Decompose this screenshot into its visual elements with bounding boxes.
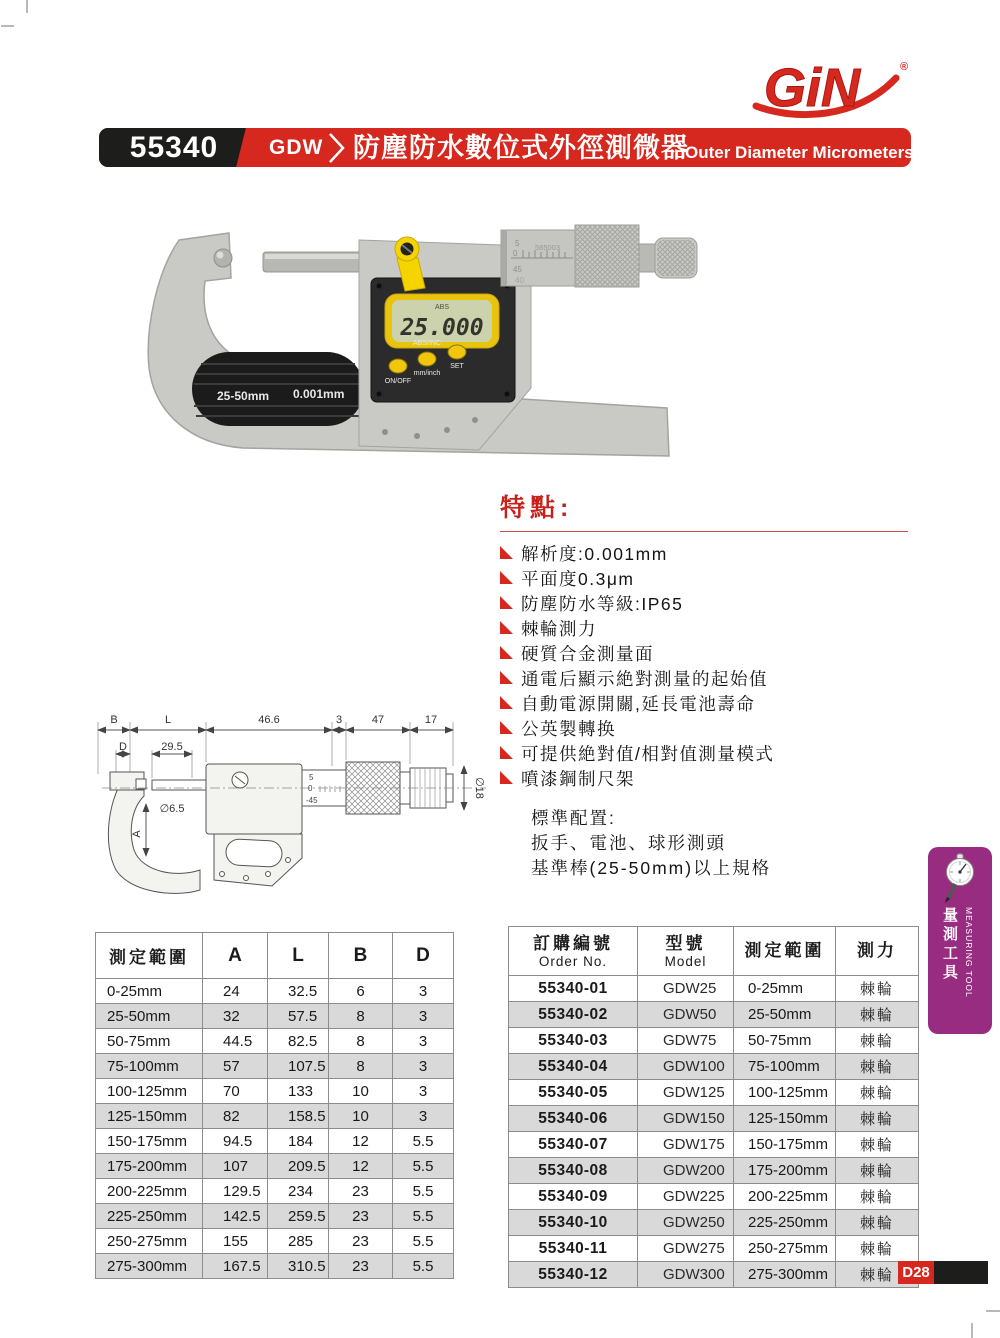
table-cell: GDW275 (638, 1236, 734, 1262)
feature-text: 公英製轉换 (521, 719, 616, 739)
feature-text: 自動電源開關,延長電池壽命 (521, 694, 756, 714)
crop-mark (986, 1310, 1000, 1312)
table-row (509, 1132, 919, 1158)
sleeve-mark-5: 5 (515, 239, 520, 248)
table-row (96, 1054, 454, 1079)
table-cell: 107 (203, 1154, 268, 1179)
table-cell: 10 (329, 1079, 393, 1104)
table-cell: 棘輪 (836, 1184, 919, 1210)
feature-item (500, 741, 908, 766)
table-row (96, 1254, 454, 1279)
dim-3: 3 (335, 714, 343, 726)
table-cell: 5.5 (393, 1204, 454, 1229)
category-side-tab[interactable] (928, 847, 992, 1034)
logo-text: GiN (764, 58, 861, 118)
table-cell: 57.5 (268, 1004, 329, 1029)
table-row (96, 1229, 454, 1254)
table-cell: 5.5 (393, 1179, 454, 1204)
panel-range-label: 25-50mm (217, 389, 270, 403)
table-cell: 12 (329, 1129, 393, 1154)
table-cell: 12 (329, 1154, 393, 1179)
table-cell: 133 (268, 1079, 329, 1104)
table-row (509, 1002, 919, 1028)
table-cell: GDW25 (638, 976, 734, 1002)
thimble-knurl (575, 225, 639, 287)
dim-17: 17 (424, 714, 438, 726)
anvil-highlight (217, 252, 224, 259)
table-row (509, 1158, 919, 1184)
order-table (508, 926, 919, 1288)
table-cell: 棘輪 (836, 1106, 919, 1132)
table-cell: 棘輪 (836, 1080, 919, 1106)
table-cell: 55340-08 (509, 1158, 638, 1184)
table-cell: 55340-10 (509, 1210, 638, 1236)
thimble-neck (639, 244, 655, 272)
table-row (509, 1106, 919, 1132)
table-cell: 棘輪 (836, 1028, 919, 1054)
table-cell: 55340-05 (509, 1080, 638, 1106)
dim-a: A (131, 830, 143, 838)
column-header: 測定範圍 (96, 933, 203, 979)
column-header (734, 927, 836, 976)
features-section (500, 488, 908, 881)
table-cell: 棘輪 (836, 1236, 919, 1262)
technical-drawing (88, 708, 493, 903)
table-cell: 8 (329, 1004, 393, 1029)
table-cell: 8 (329, 1029, 393, 1054)
table-cell: 209.5 (268, 1154, 329, 1179)
abs-inc-label: ABS/INC (412, 340, 442, 347)
table-cell: 107.5 (268, 1054, 329, 1079)
column-header: D (393, 933, 454, 979)
feature-bullet-icon (500, 546, 513, 559)
header-bar (99, 128, 914, 167)
table-row (509, 1028, 919, 1054)
table-cell: 82.5 (268, 1029, 329, 1054)
table-cell: 70 (203, 1079, 268, 1104)
table-cell: GDW125 (638, 1080, 734, 1106)
table-row (96, 1204, 454, 1229)
dim-l: L (164, 714, 172, 726)
features-list (500, 541, 908, 791)
table-cell: 5.5 (393, 1229, 454, 1254)
table-cell: 棘輪 (836, 1158, 919, 1184)
table-cell: 棘輪 (836, 1132, 919, 1158)
product-title-en: Outer Diameter Micrometers (685, 143, 914, 162)
table-cell: 23 (329, 1229, 393, 1254)
table-cell: 225-250mm (96, 1204, 203, 1229)
table-row (509, 1210, 919, 1236)
column-header: B (329, 933, 393, 979)
anvil-tip (214, 249, 232, 267)
table-cell: 50-75mm (734, 1028, 836, 1054)
table-cell: 25-50mm (96, 1004, 203, 1029)
standard-config (531, 806, 908, 881)
page-number: D28 (898, 1261, 934, 1284)
lcd-mode: ABS (434, 304, 450, 311)
table-cell: GDW200 (638, 1158, 734, 1184)
table-row (96, 1104, 454, 1129)
feature-bullet-icon (500, 646, 513, 659)
product-title-zh: 防塵防水數位式外徑測微器 (353, 133, 689, 163)
table-header-row (509, 927, 919, 976)
feature-bullet-icon (500, 721, 513, 734)
table-cell: 0-25mm (734, 976, 836, 1002)
table-cell: 55340-06 (509, 1106, 638, 1132)
table-cell: 32.5 (268, 979, 329, 1004)
table-cell: 129.5 (203, 1179, 268, 1204)
header-zh: 型號 (665, 933, 706, 953)
feature-item (500, 766, 908, 791)
table-row (96, 979, 454, 1004)
table-cell: 200-225mm (734, 1184, 836, 1210)
panel-resolution-label: 0.001mm (293, 387, 345, 401)
abs-inc-button[interactable] (418, 352, 436, 366)
feature-text: 噴漆鋼制尺架 (521, 769, 635, 789)
sleeve-mark-45: 45 (513, 265, 522, 274)
table-cell: 50-75mm (96, 1029, 203, 1054)
column-header: L (268, 933, 329, 979)
table-cell: 150-175mm (734, 1132, 836, 1158)
table-cell: 75-100mm (96, 1054, 203, 1079)
product-code: 55340 (129, 131, 219, 164)
config-line: 扳手、電池、球形測頭 (531, 833, 726, 853)
set-label: SET (450, 363, 464, 370)
config-line: 基準棒(25-50mm)以上規格 (531, 858, 772, 878)
series-label: GDW (269, 136, 324, 159)
feature-item (500, 641, 908, 666)
drawing-scale-5: 5 (309, 773, 314, 782)
table-row (96, 1029, 454, 1054)
table-cell: 5.5 (393, 1154, 454, 1179)
table-cell: 167.5 (203, 1254, 268, 1279)
table-cell: 100-125mm (734, 1080, 836, 1106)
brand-logo (740, 54, 920, 124)
drawing-scale-0: 0 (308, 784, 313, 793)
table-cell: 55340-03 (509, 1028, 638, 1054)
header-zh: 測定範圍 (744, 941, 825, 960)
table-cell: 3 (393, 1029, 454, 1054)
dim-295: 29.5 (161, 741, 183, 753)
table-cell: 25-50mm (734, 1002, 836, 1028)
table-cell: 5.5 (393, 1129, 454, 1154)
table-cell: 285 (268, 1229, 329, 1254)
features-divider (500, 531, 908, 532)
sleeve-seam (501, 230, 507, 286)
table-cell: 8 (329, 1054, 393, 1079)
table-cell: 234 (268, 1179, 329, 1204)
crop-mark (26, 0, 28, 13)
table-cell: 6 (329, 979, 393, 1004)
table-cell: 23 (329, 1204, 393, 1229)
column-header (509, 927, 638, 976)
table-cell: 3 (393, 979, 454, 1004)
product-photo (135, 192, 710, 482)
table-cell: 44.5 (203, 1029, 268, 1054)
table-cell: 310.5 (268, 1254, 329, 1279)
table-cell: 125-150mm (734, 1106, 836, 1132)
mm-inch-label: mm/inch (413, 370, 441, 377)
dia-thimble: ∅18 (473, 777, 485, 799)
table-cell: 10 (329, 1104, 393, 1129)
feature-text: 平面度0.3μm (521, 569, 635, 589)
feature-bullet-icon (500, 596, 513, 609)
footer-bar (934, 1261, 988, 1284)
features-heading: 特點: (500, 494, 574, 522)
table-cell: 55340-04 (509, 1054, 638, 1080)
serial-number: 585003 (535, 243, 561, 252)
table-cell: GDW250 (638, 1210, 734, 1236)
feature-bullet-icon (500, 696, 513, 709)
table-cell: 175-200mm (734, 1158, 836, 1184)
table-cell: 3 (393, 1054, 454, 1079)
feature-item (500, 616, 908, 641)
table-row (96, 1079, 454, 1104)
table-cell: 5.5 (393, 1254, 454, 1279)
feature-bullet-icon (500, 671, 513, 684)
table-cell: 55340-11 (509, 1236, 638, 1262)
table-cell: 200-225mm (96, 1179, 203, 1204)
feature-item (500, 666, 908, 691)
table-cell: 250-275mm (734, 1236, 836, 1262)
table-cell: 125-150mm (96, 1104, 203, 1129)
sleeve-mark-0: 0 (513, 249, 518, 258)
table-cell: 24 (203, 979, 268, 1004)
table-cell: 275-300mm (734, 1262, 836, 1288)
table-row (96, 1004, 454, 1029)
table-cell: 23 (329, 1254, 393, 1279)
table-row (96, 1154, 454, 1179)
table-cell: 32 (203, 1004, 268, 1029)
feature-text: 防塵防水等級:IP65 (521, 594, 684, 614)
header-zh: 訂購編號 (533, 933, 613, 953)
table-cell: 142.5 (203, 1204, 268, 1229)
table-cell: 0-25mm (96, 979, 203, 1004)
table-row (509, 1262, 919, 1288)
feature-item (500, 716, 908, 741)
column-header (638, 927, 734, 976)
crop-mark (971, 1323, 973, 1338)
sleeve-mark-40: 40 (515, 276, 524, 285)
ratchet-knurl (657, 240, 695, 276)
feature-item (500, 591, 908, 616)
table-cell: 150-175mm (96, 1129, 203, 1154)
feature-item (500, 691, 908, 716)
feature-text: 硬質合金測量面 (521, 644, 654, 664)
table-row (509, 1080, 919, 1106)
table-cell: 3 (393, 1004, 454, 1029)
table-cell: 55340-09 (509, 1184, 638, 1210)
dial-indicator-icon (941, 853, 979, 905)
table-cell: 225-250mm (734, 1210, 836, 1236)
table-cell: 75-100mm (734, 1054, 836, 1080)
table-row (96, 1129, 454, 1154)
table-cell: 155 (203, 1229, 268, 1254)
table-cell: 棘輪 (836, 1002, 919, 1028)
table-cell: GDW225 (638, 1184, 734, 1210)
table-cell: 158.5 (268, 1104, 329, 1129)
dim-466: 46.6 (258, 714, 280, 726)
table-cell: 275-300mm (96, 1254, 203, 1279)
column-header (836, 927, 919, 976)
drawing-scale-45: -45 (306, 796, 318, 805)
table-cell: 57 (203, 1054, 268, 1079)
table-cell: 175-200mm (96, 1154, 203, 1179)
feature-bullet-icon (500, 571, 513, 584)
feature-item (500, 566, 908, 591)
table-cell: GDW100 (638, 1054, 734, 1080)
table-cell: GDW75 (638, 1028, 734, 1054)
dim-47: 47 (371, 714, 385, 726)
table-row (96, 1179, 454, 1204)
dia-spindle: ∅6.5 (159, 803, 185, 815)
config-title: 標準配置: (531, 808, 616, 828)
header-en: Order No. (538, 953, 608, 969)
dim-d: D (119, 741, 127, 753)
on-off-label: ON/OFF (384, 378, 412, 385)
table-cell: 3 (393, 1104, 454, 1129)
feature-bullet-icon (500, 771, 513, 784)
table-cell: GDW150 (638, 1106, 734, 1132)
table-cell: 23 (329, 1179, 393, 1204)
column-header: A (203, 933, 268, 979)
table-cell: 3 (393, 1079, 454, 1104)
table-cell: 棘輪 (836, 1210, 919, 1236)
table-cell: 棘輪 (836, 976, 919, 1002)
table-cell: GDW300 (638, 1262, 734, 1288)
header-zh: 測力 (857, 941, 897, 960)
table-row (509, 1054, 919, 1080)
table-cell: 棘輪 (836, 1054, 919, 1080)
registered-mark: ® (900, 61, 909, 73)
table-cell: 55340-07 (509, 1132, 638, 1158)
lcd-value: 25.000 (400, 315, 484, 341)
feature-text: 棘輪測力 (521, 619, 597, 639)
table-cell: 100-125mm (96, 1079, 203, 1104)
feature-bullet-icon (500, 621, 513, 634)
feature-text: 通電后顯示絶對測量的起始值 (521, 669, 768, 689)
feature-text: 可提供絶對值/相對值測量模式 (521, 744, 775, 764)
header-en: Model (664, 953, 707, 969)
chevron-right-icon (327, 132, 347, 164)
feature-bullet-icon (500, 746, 513, 759)
table-cell: 184 (268, 1129, 329, 1154)
table-cell: 259.5 (268, 1204, 329, 1229)
feature-item (500, 541, 908, 566)
dimension-table (95, 932, 454, 1279)
table-row (509, 1236, 919, 1262)
table-header-row (96, 933, 454, 979)
dim-b: B (110, 714, 118, 726)
table-cell: 55340-12 (509, 1262, 638, 1288)
spindle-highlight (265, 254, 361, 259)
table-cell: GDW50 (638, 1002, 734, 1028)
table-cell: 250-275mm (96, 1229, 203, 1254)
crop-mark (1, 25, 14, 27)
side-tab-label-en: MEASURING TOOL (964, 907, 974, 998)
table-cell: 棘輪 (836, 1262, 919, 1288)
side-tab-label-zh: 量測工具 (941, 907, 958, 983)
table-cell: 94.5 (203, 1129, 268, 1154)
table-cell: 55340-01 (509, 976, 638, 1002)
table-cell: GDW175 (638, 1132, 734, 1158)
table-row (509, 1184, 919, 1210)
feature-text: 解析度:0.001mm (521, 544, 668, 564)
set-button[interactable] (448, 345, 466, 359)
on-off-button[interactable] (389, 359, 407, 373)
table-cell: 55340-02 (509, 1002, 638, 1028)
table-cell: 82 (203, 1104, 268, 1129)
table-row (509, 976, 919, 1002)
